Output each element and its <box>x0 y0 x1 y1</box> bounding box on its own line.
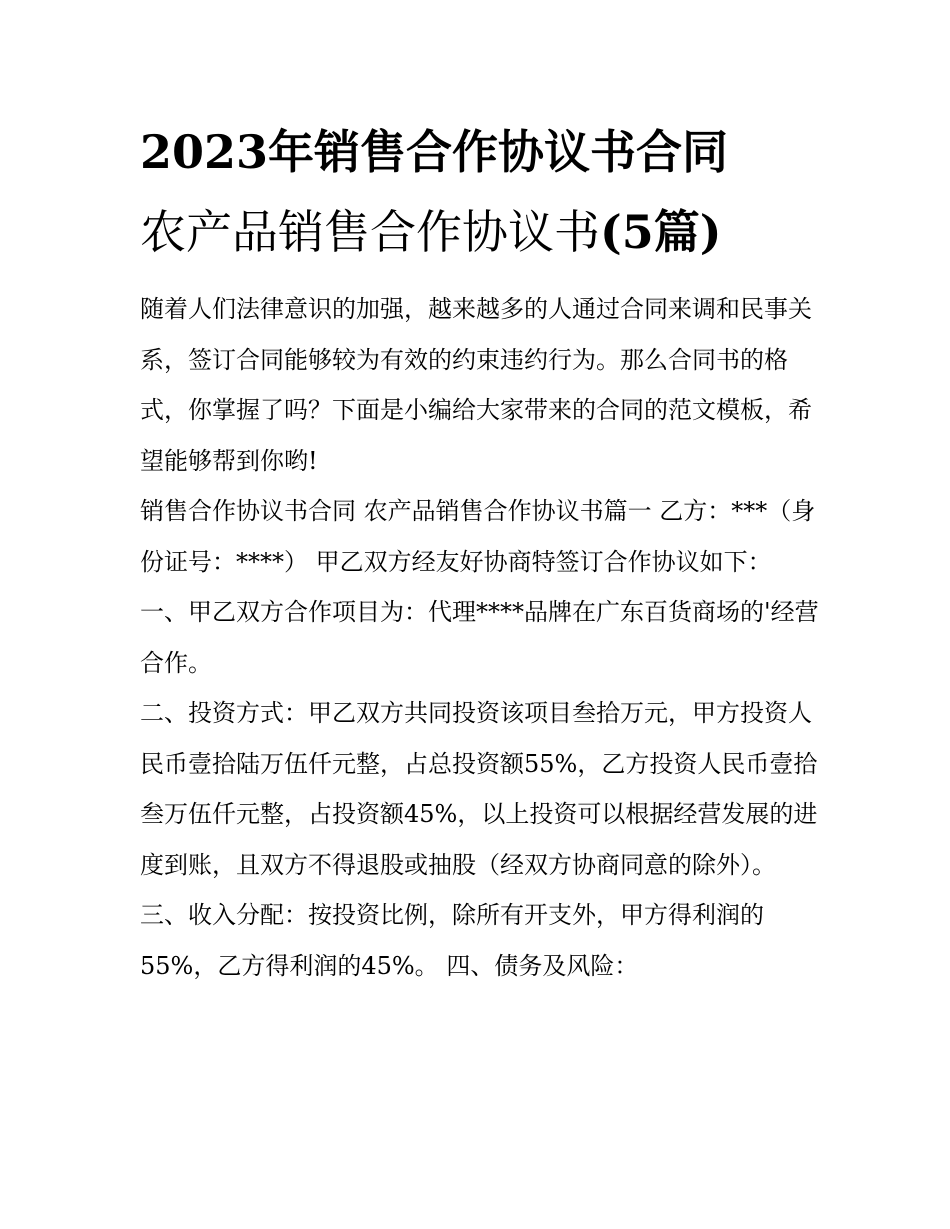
title-line-2-main: 农产品销售合作协议书 <box>140 205 600 259</box>
title-line-2 <box>140 192 820 272</box>
title-line-2-count: (5篇) <box>600 205 722 259</box>
paragraph-clause-1: 一、甲乙双方合作项目为：代理****品牌在广东百货商场的'经营合作。 <box>140 598 819 677</box>
document-body <box>140 284 820 991</box>
paragraph-parties: 销售合作协议书合同 农产品销售合作协议书篇一 乙方：***（身份证号：****） 甲乙双方经友好协商特签订合作协议如下： <box>140 497 816 576</box>
document-content <box>140 112 820 991</box>
paragraph-clause-2: 二、投资方式：甲乙双方共同投资该项目叁拾万元，甲方投资人民币壹拾陆万伍仟元整，占总投资额55%，乙方投资人民币壹拾叁万伍仟元整，占投资额45%，以上投资可以根据经营发展的进度到账，且双方不得退股或抽股（经双方协商同意的除外）。 <box>140 699 818 879</box>
paragraph-intro: 随着人们法律意识的加强，越来越多的人通过合同来调和民事关系，签订合同能够较为有效的约束违约行为。那么合同书的格式，你掌握了吗？下面是小编给大家带来的合同的范文模板，希望能够帮到你哟! <box>140 295 812 475</box>
document-title <box>140 112 820 272</box>
title-line-1: 2023年销售合作协议书合同 <box>140 125 729 179</box>
paragraph-clause-3: 三、收入分配：按投资比例，除所有开支外，甲方得利润的55%，乙方得利润的45%。 四、债务及风险： <box>140 901 764 980</box>
